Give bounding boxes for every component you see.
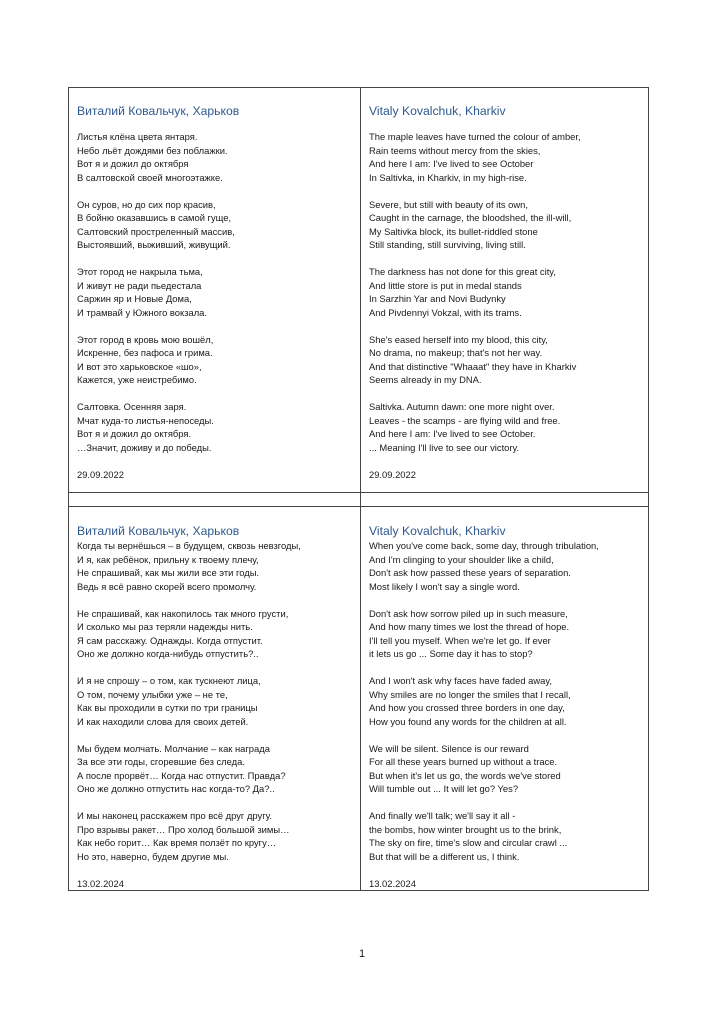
- poem-line: And Pivdennyi Vokzal, with its trams.: [369, 306, 522, 318]
- spacer-row: [69, 493, 649, 507]
- poem-line: Will tumble out ... It will let go? Yes?: [369, 783, 519, 794]
- poem-line: Как вы проходили в сутки по три границы: [77, 702, 258, 713]
- stanza: [77, 333, 354, 387]
- poem-line: I'll tell you myself. When we're let go. If ever: [369, 634, 551, 646]
- poem-line: Когда ты вернёшься – в будущем, сквозь невзгоды,: [77, 540, 301, 551]
- stanza: [77, 742, 354, 796]
- poem-author-title: Vitaly Kovalchuk, Kharkiv: [369, 104, 506, 118]
- poem-line: И трамвай у Южного вокзала.: [77, 306, 207, 318]
- poem-line: Why smiles are no longer the smiles that I recall,: [369, 688, 571, 700]
- poem-body: [369, 130, 642, 454]
- poem-line: Still standing, still surviving, living still.: [369, 239, 526, 250]
- poem-line: Caught in the carnage, the bloodshed, the ill-will,: [369, 212, 572, 223]
- poem-line: Не спрашивай, как мы жили все эти годы.: [77, 567, 260, 578]
- poem-line: And I won't ask why faces have faded away,: [369, 675, 552, 686]
- poem-line: And here I am: I've lived to see October.: [369, 428, 536, 439]
- poem-line: And here I am: I've lived to see October: [369, 158, 534, 169]
- poem-line: The darkness has not done for this great city,: [369, 266, 556, 277]
- poem-line: But when it's let us go, the words we've stored: [369, 769, 561, 781]
- poem-line: О том, почему улыбки уже – не те,: [77, 688, 228, 700]
- poem-line: Ведь я всё равно скорей всего промолчу.: [77, 580, 257, 592]
- poem-line: In Sarzhin Yar and Novi Budynky: [369, 293, 506, 304]
- poem-line: And finally we'll talk; we'll say it all -: [369, 810, 516, 821]
- poem-line: Вот я и дожил до октября.: [77, 428, 192, 439]
- poem-line: Don't ask how passed these years of separation.: [369, 567, 571, 578]
- poem-line: How you found any words for the children at all.: [369, 715, 567, 727]
- poem-line: Seems already in my DNA.: [369, 374, 482, 385]
- stanza: [77, 265, 354, 319]
- poem-line: Салтовский простреленный массив,: [77, 225, 235, 237]
- stanza: [369, 400, 642, 454]
- poem-line: And little store is put in medal stands: [369, 279, 522, 291]
- poem-line: She's eased herself into my blood, this city,: [369, 333, 548, 345]
- poem-line: Most likely I won't say a single word.: [369, 580, 520, 592]
- poem-cell-ru-1: [69, 88, 361, 493]
- stanza: [369, 539, 642, 593]
- poem-line: And how many times we lost the thread of hope.: [369, 621, 570, 632]
- poem-line: Мчат куда-то листья-непоседы.: [77, 414, 214, 426]
- poem-line: Этот город в кровь мою вошёл,: [77, 333, 214, 345]
- spacer-cell: [361, 493, 649, 507]
- poem-body: [369, 539, 642, 863]
- poem-line: И вот это харьковское «шо»,: [77, 360, 202, 372]
- poem-line: Вот я и дожил до октября: [77, 158, 189, 169]
- stanza: [77, 607, 354, 661]
- poem-row-2: [69, 507, 649, 891]
- poem-line: Салтовка. Осенняя заря.: [77, 401, 187, 412]
- poem-line: Saltivka. Autumn dawn: one more night over.: [369, 401, 555, 412]
- poem-author-title: Виталий Ковальчук, Харьков: [77, 524, 240, 538]
- stanza: [369, 742, 642, 796]
- poem-line: Саржин яр и Новые Дома,: [77, 293, 192, 304]
- stanza: [77, 130, 354, 184]
- poem-line: But that will be a different us, I think.: [369, 850, 520, 862]
- stanza: [369, 333, 642, 387]
- poem-line: И живут не ради пьедестала: [77, 279, 202, 291]
- stanza: [369, 674, 642, 728]
- poem-line: Rain teems without mercy from the skies,: [369, 144, 541, 156]
- poem-line: We will be silent. Silence is our reward: [369, 742, 529, 754]
- poem-line: А после прорвёт… Когда нас отпустит. Правда?: [77, 769, 286, 781]
- poem-line: …Значит, доживу и до победы.: [77, 441, 212, 453]
- poem-line: Кажется, уже неистребимо.: [77, 374, 197, 385]
- stanza: [77, 674, 354, 728]
- stanza: [369, 130, 642, 184]
- poem-line: The maple leaves have turned the colour of amber,: [369, 131, 581, 142]
- stanza: [369, 265, 642, 319]
- poems-table: [68, 87, 649, 891]
- poem-line: Искренне, без пафоса и грима.: [77, 347, 213, 358]
- poem-author-title: Vitaly Kovalchuk, Kharkiv: [369, 524, 506, 538]
- poem-line: В салтовской своей многоэтажке.: [77, 171, 223, 183]
- poem-line: Он суров, но до сих пор красив,: [77, 198, 216, 210]
- poem-date: 13.02.2024: [369, 877, 416, 889]
- poem-line: Но это, наверно, будем другие мы.: [77, 850, 229, 862]
- poem-line: Небо льёт дождями без поблажки.: [77, 144, 228, 156]
- stanza: [77, 400, 354, 454]
- poem-line: The sky on fire, time's slow and circular crawl ...: [369, 837, 568, 848]
- poem-line: For all these years burned up without a trace.: [369, 756, 558, 767]
- poem-line: ... Meaning I'll live to see our victory.: [369, 441, 520, 453]
- poem-line: За все эти годы, сгоревшие без следа.: [77, 756, 245, 767]
- stanza: [77, 198, 354, 252]
- poem-author-title: Виталий Ковальчук, Харьков: [77, 104, 240, 118]
- poem-date: 29.09.2022: [77, 468, 124, 480]
- poem-line: No drama, no makeup; that's not her way.: [369, 347, 543, 358]
- poem-line: В бойню оказавшись в самой гуще,: [77, 212, 232, 223]
- spacer-cell: [69, 493, 361, 507]
- poem-line: Мы будем молчать. Молчание – как награда: [77, 742, 270, 754]
- poem-body: [77, 130, 354, 454]
- poem-cell-ru-2: [69, 507, 361, 891]
- stanza: [369, 198, 642, 252]
- poem-line: My Saltivka block, its bullet-riddled stone: [369, 225, 538, 237]
- poem-cell-en-1: [361, 88, 649, 493]
- poem-line: Листья клёна цвета янтаря.: [77, 131, 198, 142]
- poem-line: Оно же должно когда-нибудь отпустить?..: [77, 648, 259, 659]
- poem-date: 13.02.2024: [77, 877, 124, 889]
- poem-line: When you've come back, some day, through tribulation,: [369, 540, 599, 551]
- poem-line: the bombs, how winter brought us to the brink,: [369, 823, 562, 835]
- poem-line: И я, как ребёнок, прильну к твоему плечу,: [77, 553, 259, 565]
- poem-line: И мы наконец расскажем про всё друг другу.: [77, 810, 272, 821]
- poem-line: И я не спрошу – о том, как тускнеют лица,: [77, 675, 261, 686]
- poem-line: И сколько мы раз теряли надежды нить.: [77, 621, 253, 632]
- poem-line: И как находили слова для своих детей.: [77, 715, 249, 727]
- stanza: [77, 809, 354, 863]
- poem-line: And how you crossed three borders in one day,: [369, 702, 565, 713]
- stanza: [369, 607, 642, 661]
- poem-line: Этот город не накрыла тьма,: [77, 266, 203, 277]
- poem-date: 29.09.2022: [369, 468, 416, 480]
- poem-line: Выстоявший, выживший, живущий.: [77, 239, 231, 250]
- poem-line: Про взрывы ракет… Про холод большой зимы…: [77, 823, 290, 835]
- poem-line: In Saltivka, in Kharkiv, in my high-rise.: [369, 171, 527, 183]
- poem-body: [77, 539, 354, 863]
- poem-row-1: [69, 88, 649, 493]
- stanza: [369, 809, 642, 863]
- poem-line: And I'm clinging to your shoulder like a child,: [369, 553, 554, 565]
- stanza: [77, 539, 354, 593]
- poem-cell-en-2: [361, 507, 649, 891]
- poem-line: Don't ask how sorrow piled up in such measure,: [369, 607, 568, 619]
- poem-line: And that distinctive "Whaaat" they have in Kharkiv: [369, 360, 577, 372]
- poem-line: Leaves - the scamps - are flying wild and free.: [369, 414, 561, 426]
- poem-line: Severe, but still with beauty of its own,: [369, 198, 528, 210]
- poem-line: Не спрашивай, как накопилось так много грусти,: [77, 607, 289, 619]
- page-number: 1: [358, 948, 366, 960]
- poem-line: Я сам расскажу. Однажды. Когда отпустит.: [77, 634, 263, 646]
- poem-line: it lets us go ... Some day it has to stop?: [369, 648, 533, 659]
- poem-line: Оно же должно отпустить нас когда-то? Да?..: [77, 783, 275, 794]
- poem-line: Как небо горит… Как время ползёт по кругу…: [77, 837, 277, 848]
